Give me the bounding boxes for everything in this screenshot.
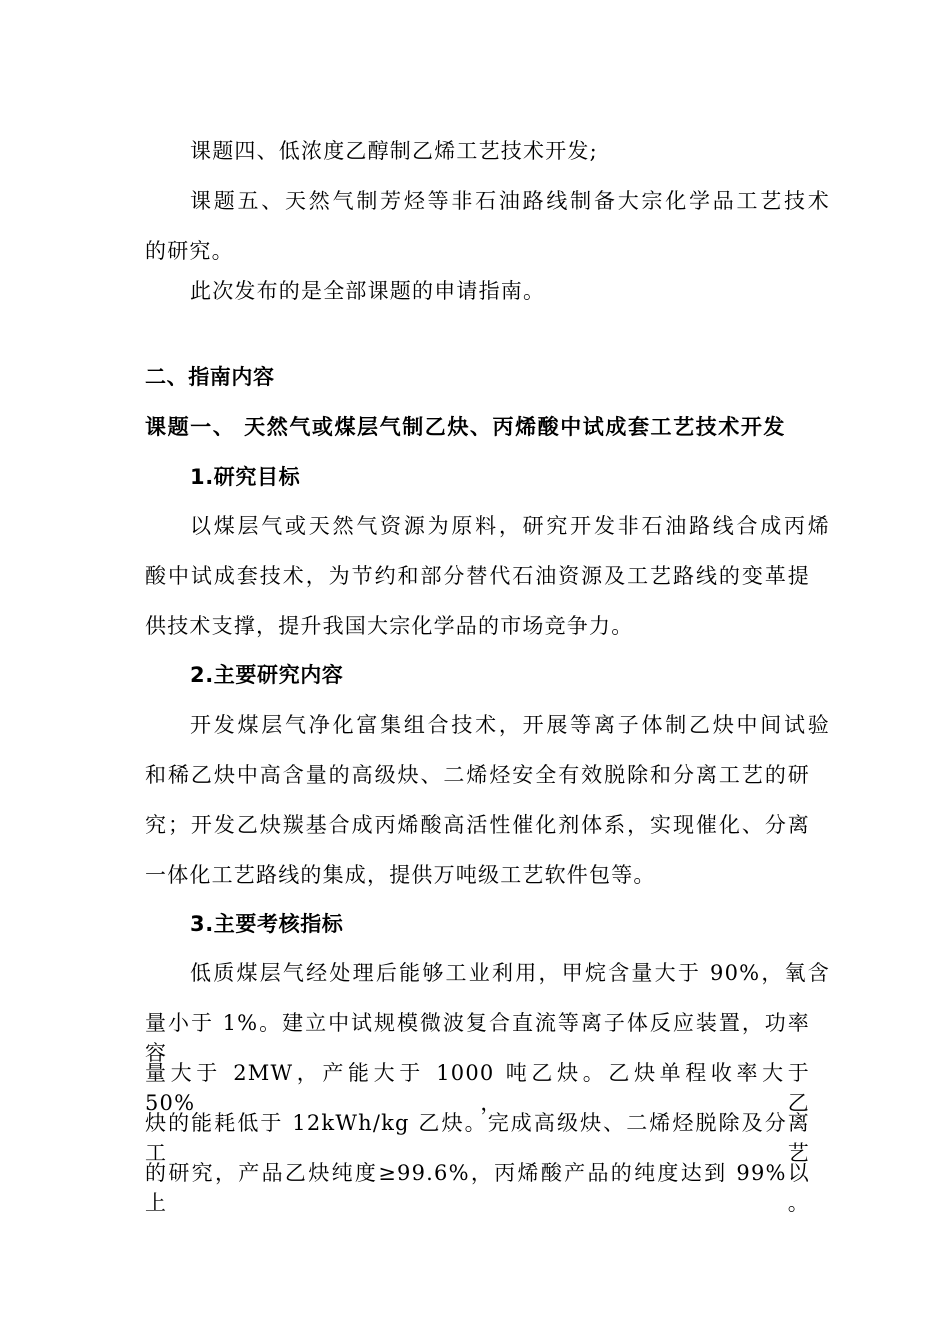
indicators-line: 低质煤层气经处理后能够工业利用，甲烷含量大于 90%，氧含	[190, 961, 830, 985]
indicators-line: 的研究，产品乙炔纯度≥99.6%，丙烯酸产品的纯度达到 99%以上。	[145, 1161, 810, 1215]
indicators-line: 炔的能耗低于 12kWh/kg 乙炔。完成高级炔、二烯烃脱除及分离工艺	[145, 1111, 810, 1165]
intro-line-topic4: 课题四、低浓度乙醇制乙烯工艺技术开发;	[190, 139, 598, 163]
content-line: 究；开发乙炔羰基合成丙烯酸高活性催化剂体系，实现催化、分离	[145, 813, 810, 837]
indicators-line: 量小于 1%。建立中试规模微波复合直流等离子体反应装置，功率容	[145, 1011, 810, 1065]
indicators-heading: 3.主要考核指标	[190, 912, 344, 936]
content-line: 一体化工艺路线的集成，提供万吨级工艺软件包等。	[145, 863, 656, 887]
section-heading: 二、指南内容	[145, 365, 275, 389]
goal-line: 酸中试成套技术，为节约和部分替代石油资源及工艺路线的变革提	[145, 564, 810, 588]
goal-heading: 1.研究目标	[190, 465, 301, 489]
goal-line: 以煤层气或天然气资源为原料，研究开发非石油路线合成丙烯	[190, 514, 830, 538]
goal-line: 供技术支撑，提升我国大宗化学品的市场竞争力。	[145, 614, 634, 638]
content-heading: 2.主要研究内容	[190, 663, 344, 687]
content-line: 和稀乙炔中高含量的高级炔、二烯烃安全有效脱除和分离工艺的研	[145, 763, 810, 787]
intro-line-release-note: 此次发布的是全部课题的申请指南。	[190, 279, 546, 303]
content-line: 开发煤层气净化富集组合技术，开展等离子体制乙炔中间试验	[190, 713, 830, 737]
topic-title: 课题一、 天然气或煤层气制乙炔、丙烯酸中试成套工艺技术开发	[145, 415, 785, 439]
intro-line-topic5-cont: 的研究。	[145, 239, 234, 263]
intro-line-topic5: 课题五、天然气制芳烃等非石油路线制备大宗化学品工艺技术	[190, 189, 830, 213]
indicators-line: 量大于 2MW，产能大于 1000 吨乙炔。乙炔单程收率大于 50%，乙	[145, 1061, 810, 1115]
